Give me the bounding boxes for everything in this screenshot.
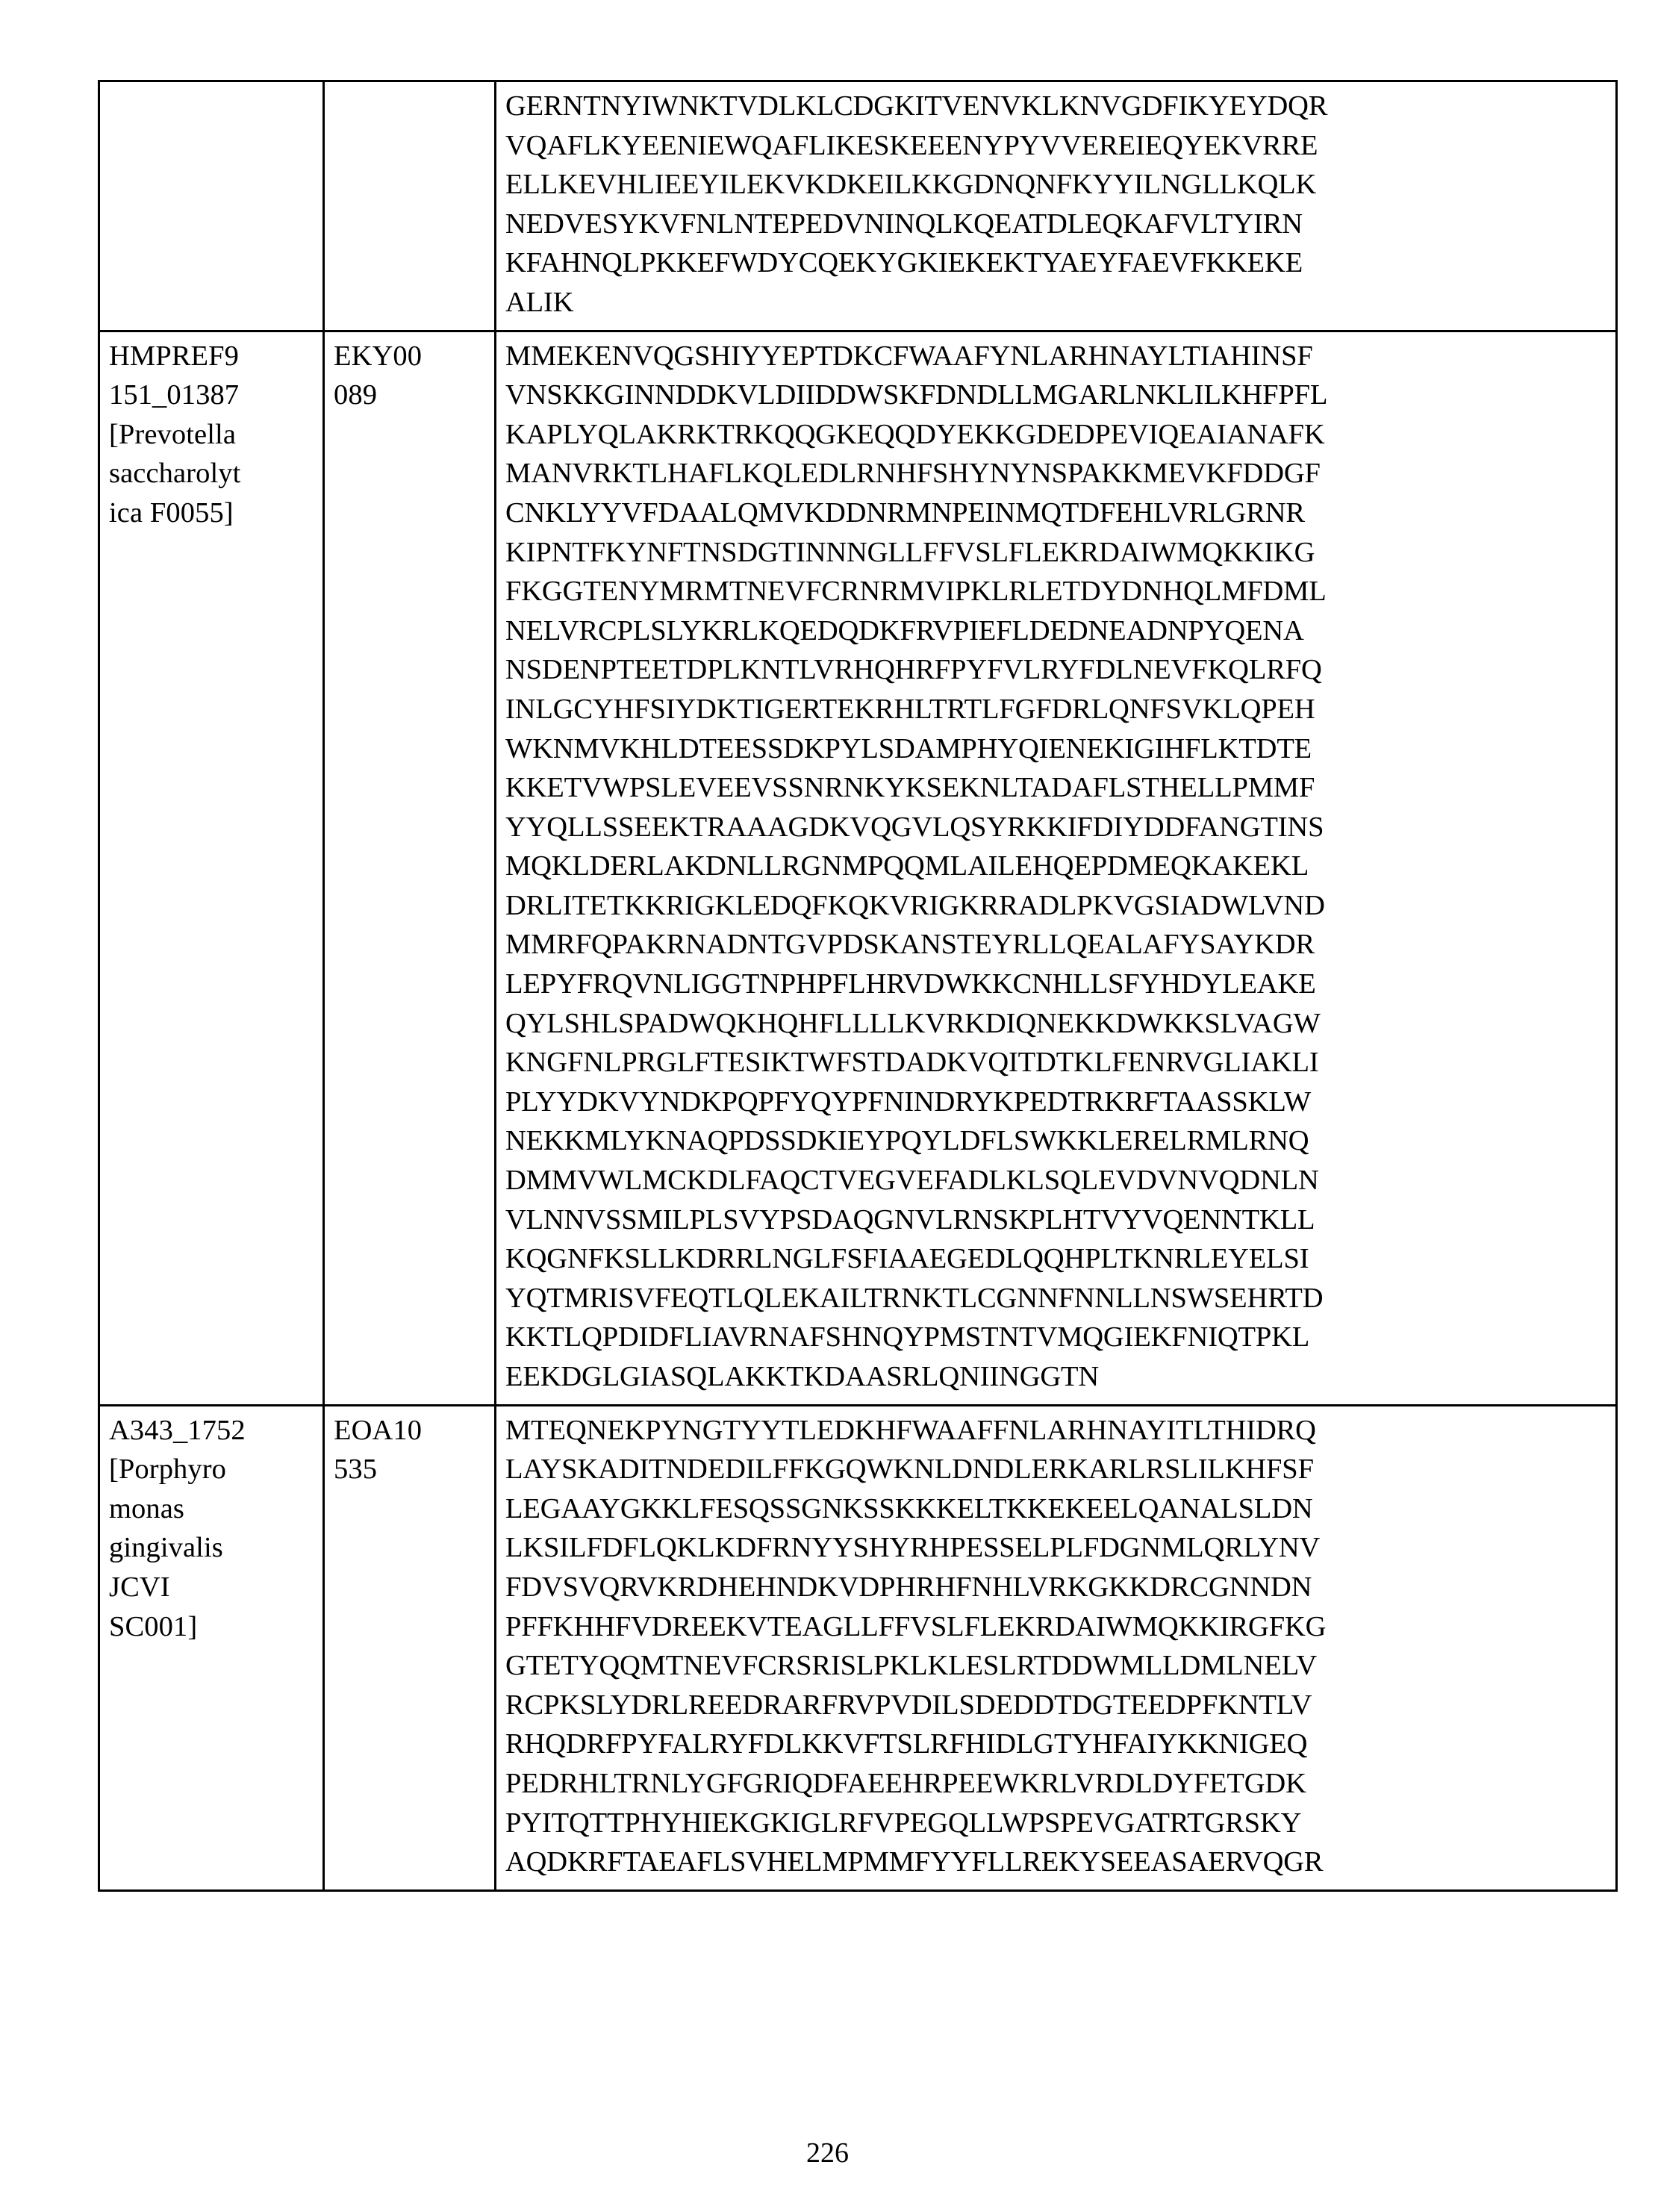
sequence-cell [496,81,1617,331]
page-number: 226 [806,2137,849,2169]
table-row [99,81,1617,331]
locus-tag-text: HMPREF9 151_01387 [Prevotella saccharolyt ica F0055] [109,340,241,529]
accession-cell [324,81,496,331]
locus-tag-cell [99,1405,324,1890]
sequence-text: MMEKENVQGSHIYYEPTDKCFWAAFYNLARHNAYLTIAHINSF VNSKKGINNDDKVLDIIDDWSKFDNDLLMGARLNKLILKHFPFL KAPLYQLAKRKTRKQQGKEQQDYEKKGDEDPEVIQEAIANAFK MANVRKTLHAFLKQLEDLRNHFSHYNYNSPAKKMEVKFDDGF CNKLYYVFDAALQMVKDDNRMNPEINMQTDFEHLVRLGRNR KIPNTFKYNFTNSDGTINNNGLLFFVSLFLEKRDAIWMQKKIKG FKGGTENYMRMTNEVFCRNRMVIPKLRLETDYDNHQLMFDML NELVRCPLSLYKRLKQEDQDKFRVPIEFLDEDNEADNPYQENA NSDENPTEETDPLKNTLVRHQHRFPYFVLRYFDLNEVFKQLRFQ INLGCYHFSIYDKTIGERTEKRHLTRTLFGFDRLQNFSVKLQPEH WKNMVKHLDTEESSDKPYLSDAMPHYQIENEKIGIHFLKTDTE KKETVWPSLEVEEVSSNRNKYKSEKNLTADAFLSTHELLPMMF YYQLLSSEEKTRAAAGDKVQGVLQSYRKKIFDIYDDFANGTINS MQKLDERLAKDNLLRGNMPQQMLAILEHQEPDMEQKAKEKL DRLITETKKRIGKLEDQFKQKVRIGKRRADLPKVGSIADWLVND MMRFQPAKRNADNTGVPDSKANSTEYRLLQEALAFYSAYKDR LEPYFRQVNLIGGTNPHPFLHRVDWKKCNHLLSFYHDYLEAKE QYLSHLSPADWQKHQHFLLLLKVRKDIQNEKKDWKKSLVAGW KNGFNLPRGLFTESIKTWFSTDADKVQITDTKLFENRVGLIAKLI PLYYDKVYNDKPQPFYQYPFNINDRYKPEDTRKRFTAASSKLW NEKKMLYKNAQPDSSDKIEYPQYLDFLSWKKLERELRMLRNQ DMMVWLMCKDLFAQCTVEGVEFADLKLSQLEVDVNVQDNLN VLNNVSSMILPLSVYPSDAQGNVLRNSKPLHTVYVQENNTKLL KQGNFKSLLKDRRLNGLFSFIAAEGEDLQQHPLTKNRLEYELSI YQTMRISVFEQTLQLEKAILTRNKTLCGNNFNNLLNSWSEHRTD KKTLQPDIDFLIAVRNAFSHNQYPMSTNTVMQGIEKFNIQTPKL EEKDGLGIASQLAKKTKDAASRLQNIINGGTN [505,340,1328,1392]
table-body [99,81,1617,1891]
accession-text: EOA10 535 [334,1414,423,1486]
locus-tag-cell [99,331,324,1405]
protein-sequence-table [98,80,1618,1892]
table-row [99,331,1617,1405]
accession-cell [324,331,496,1405]
sequence-cell [496,331,1617,1405]
locus-tag-text: A343_1752 [Porphyro monas gingivalis JCVI SC001] [109,1414,246,1642]
accession-cell [324,1405,496,1890]
locus-tag-cell [99,81,324,331]
sequence-text: GERNTNYIWNKTVDLKLCDGKITVENVKLKNVGDFIKYEYDQR VQAFLKYEENIEWQAFLIKESKEEENYPYVVEREIEQYEKVRRE ELLKEVHLIEEYILEKVKDKEILKKGDNQNFKYYILNGLLKQLK NEDVESYKVFNLNTEPEDVNINQLKQEATDLEQKAFVLTYIRN KFAHNQLPKKEFWDYCQEKYGKIEKEKTYAEYFAEVFKKEKE ALIK [505,90,1328,318]
sequence-text: MTEQNEKPYNGTYYTLEDKHFWAAFFNLARHNAYITLTHIDRQ LAYSKADITNDEDILFFKGQWKNLDNDLERKARLRSLILKHFSF LEGAAYGKKLFESQSSGNKSSKKKELTKKEKEELQANALSLDN LKSILFDFLQKLKDFRNYYSHYRHPESSELPLFDGNMLQRLYNV FDVSVQRVKRDHEHNDKVDPHRHFNHLVRKGKKDRCGNNDN PFFKHHFVDREEKVTEAGLLFFVSLFLEKRDAIWMQKKIRGFKG GTETYQQMTNEVFCRSRISLPKLKLESLRTDDWMLLDMLNELV RCPKSLYDRLREEDRARFRVPVDILSDEDDTDGTEEDPFKNTLV RHQDRFPYFALRYFDLKKVFTSLRFHIDLGTYHFAIYKKNIGEQ PEDRHLTRNLYGFGRIQDFAEEHRPEEWKRLVRDLDYFETGDK PYITQTTPHYHIEKGKIGLRFVPEGQLLWPSPEVGATRTGRSKY AQDKRFTAEAFLSVHELMPMMFYYFLLREKYSEEASAERVQGR [505,1414,1327,1878]
sequence-cell [496,1405,1617,1890]
accession-text: EKY00 089 [334,340,423,411]
table-row [99,1405,1617,1890]
